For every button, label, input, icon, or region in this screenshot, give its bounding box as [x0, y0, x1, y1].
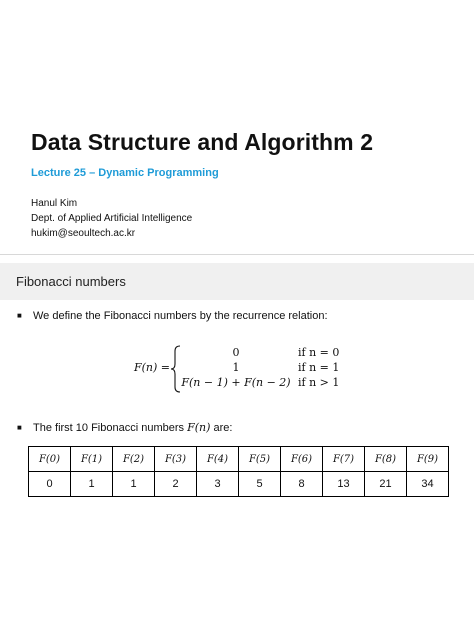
table-value-cell: 2 [155, 472, 197, 497]
section-header-title: Fibonacci numbers [16, 274, 126, 289]
author-name: Hanul Kim [31, 198, 78, 209]
bullet-first-ten-suffix: are: [210, 422, 233, 434]
table-value-cell: 21 [365, 472, 407, 497]
table-header-cell: F(4) [197, 447, 239, 472]
formula-case-value: F(n − 1) + F(n − 2) [181, 376, 291, 389]
section-header-bar [0, 263, 474, 300]
table-value-cell: 0 [29, 472, 71, 497]
slide-title: Data Structure and Algorithm 2 [31, 129, 374, 155]
author-block [31, 196, 192, 241]
table-header-row [29, 447, 449, 472]
bullet-first-ten [17, 421, 232, 434]
table-value-row [29, 472, 449, 497]
table-value-cell: 13 [323, 472, 365, 497]
author-department: Dept. of Applied Artificial Intelligence [31, 213, 193, 224]
formula-lhs: F(n) = [134, 361, 171, 374]
bullet-first-ten-prefix: The first 10 Fibonacci numbers [33, 422, 188, 434]
recurrence-formula [134, 345, 374, 393]
fibonacci-table [28, 446, 449, 497]
table-value-cell: 8 [281, 472, 323, 497]
formula-case-condition: if n > 1 [298, 376, 340, 389]
bullet-square-icon: ■ [17, 423, 22, 432]
table-header-cell: F(7) [323, 447, 365, 472]
table-value-cell: 1 [71, 472, 113, 497]
table-header-cell: F(5) [239, 447, 281, 472]
table-value-cell: 1 [113, 472, 155, 497]
table-header-cell: F(3) [155, 447, 197, 472]
formula-case-1 [180, 361, 380, 375]
bullet-definition-text: We define the Fibonacci numbers by the recurrence relation: [33, 310, 328, 322]
table-header-cell: F(0) [29, 447, 71, 472]
formula-case-0 [180, 346, 380, 360]
slide-divider [0, 254, 474, 255]
table-value-cell: 34 [407, 472, 449, 497]
table-header-cell: F(6) [281, 447, 323, 472]
bullet-definition [17, 310, 328, 322]
table-header-cell: F(8) [365, 447, 407, 472]
table-header-cell: F(9) [407, 447, 449, 472]
formula-case-condition: if n = 0 [298, 346, 340, 359]
formula-case-value: 1 [232, 361, 240, 374]
lecture-subtitle: Lecture 25 – Dynamic Programming [31, 167, 219, 179]
table-header-cell: F(2) [113, 447, 155, 472]
formula-case-2 [180, 376, 380, 390]
formula-case-value: 0 [232, 346, 240, 359]
table-value-cell: 5 [239, 472, 281, 497]
table-value-cell: 3 [197, 472, 239, 497]
formula-case-condition: if n = 1 [298, 361, 340, 374]
table-header-cell: F(1) [71, 447, 113, 472]
bullet-first-ten-math: F(n) [187, 421, 211, 434]
bullet-square-icon: ■ [17, 311, 22, 320]
author-email: hukim@seoultech.ac.kr [31, 228, 136, 239]
title-slide [0, 0, 474, 254]
